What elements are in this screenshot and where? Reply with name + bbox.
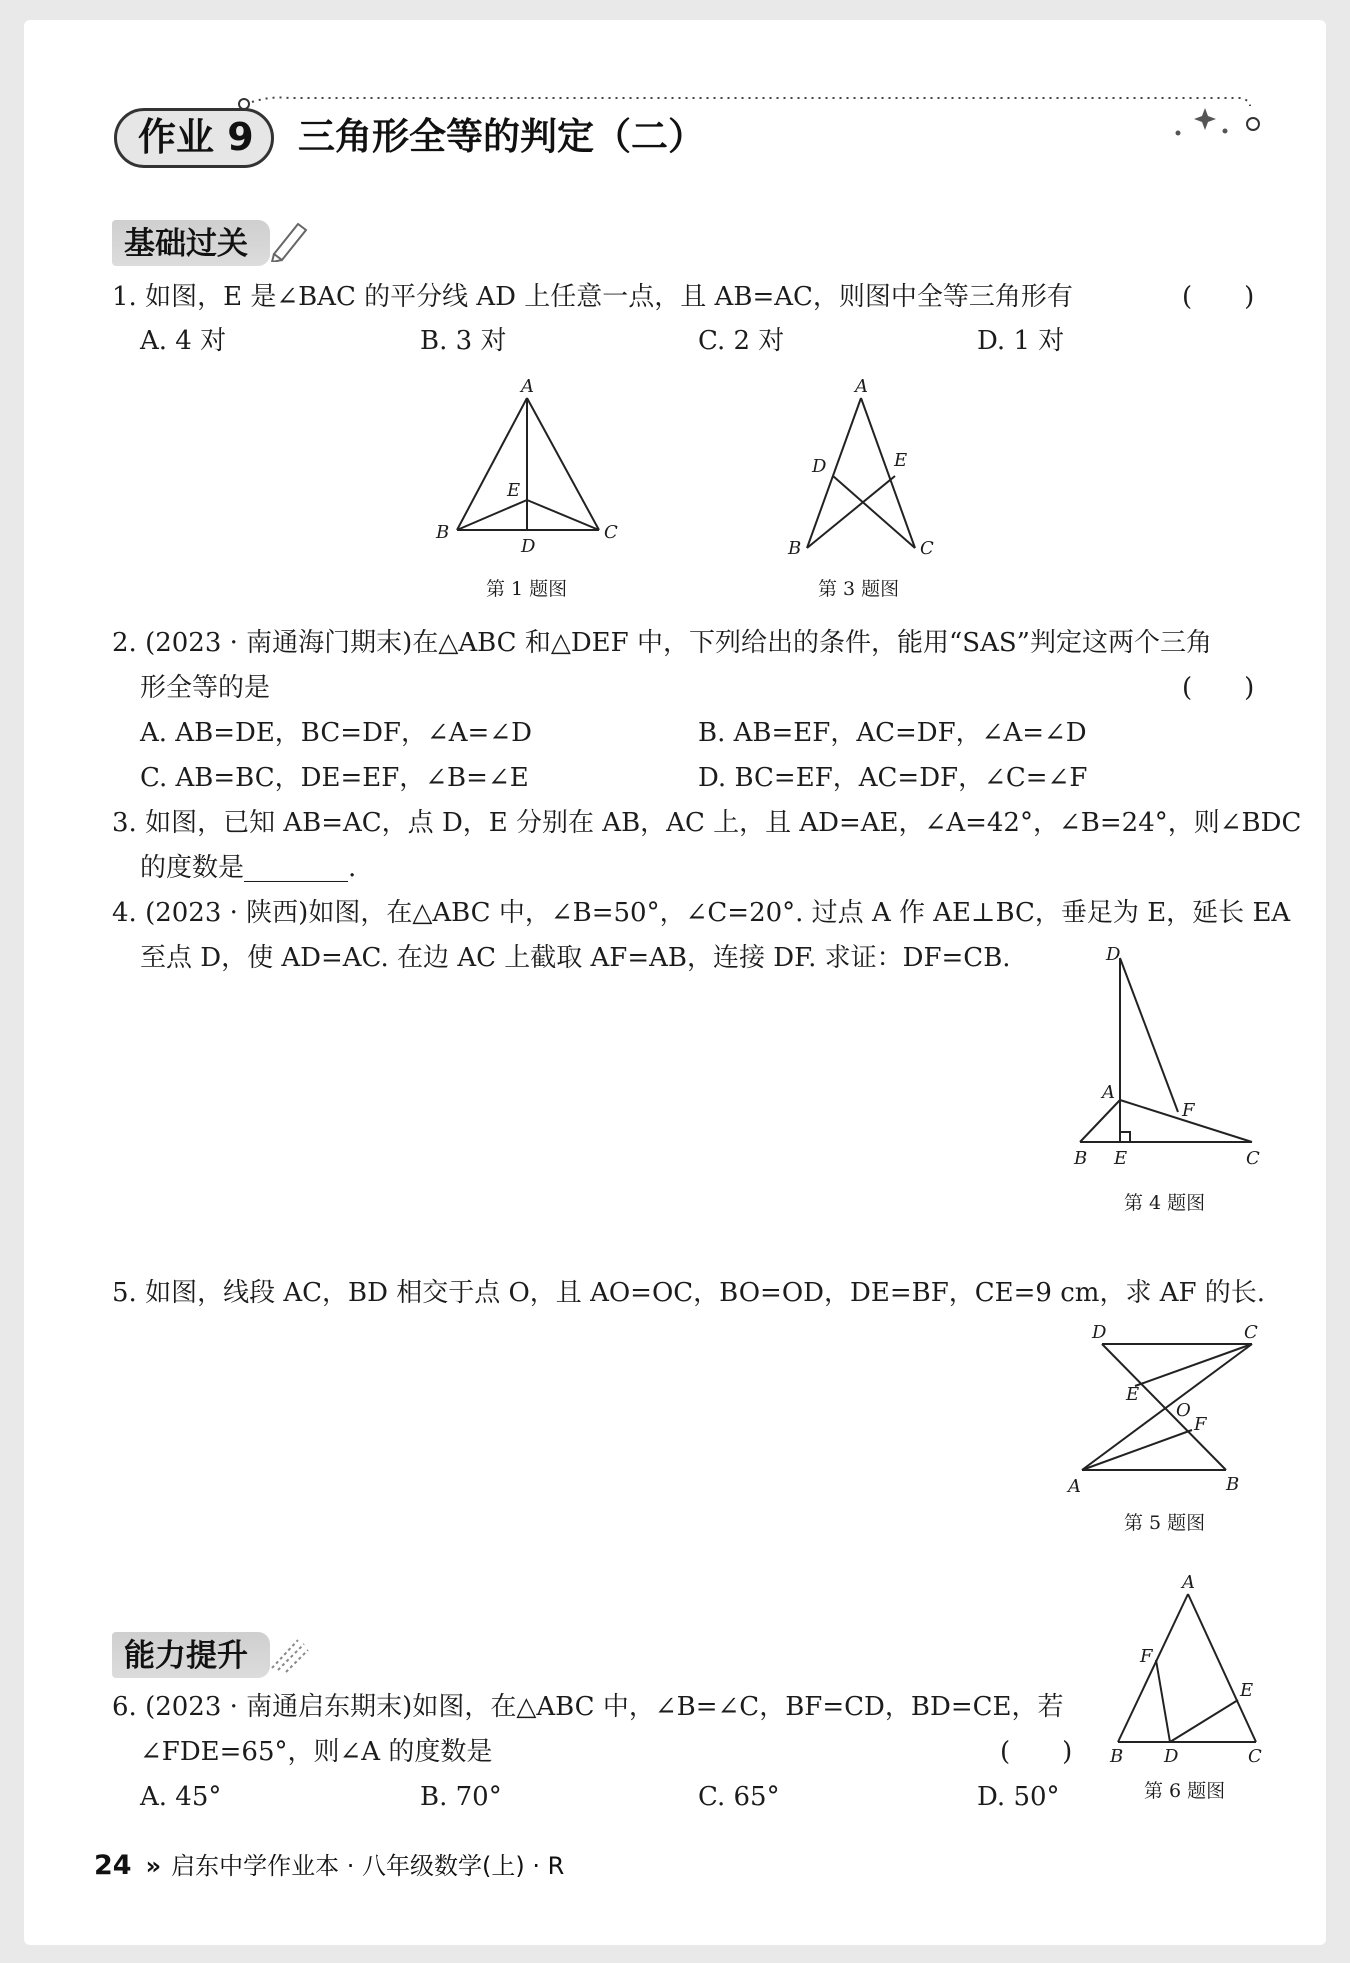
fig5-label-o: O: [1176, 1400, 1191, 1421]
q1-option-d: D. 1 对: [977, 326, 1065, 356]
q5-text: 5. 如图，线段 AC，BD 相交于点 O，且 AO=OC，BO=OD，DE=BF，CE=9 cm，求 AF 的长.: [112, 1278, 1266, 1308]
q6-line1: 6. (2023 · 南通启东期末)如图，在△ABC 中，∠B=∠C，BF=CD，BD=CE，若: [112, 1692, 1064, 1722]
fig4-caption: 第 4 题图: [1124, 1192, 1206, 1214]
fig5-label-d: D: [1092, 1322, 1107, 1343]
q6-answer-bracket: ( ): [1000, 1737, 1073, 1767]
q1-answer-bracket: ( ): [1182, 282, 1255, 312]
chevron-right-icon: »: [145, 1852, 162, 1880]
q6-line2: ∠FDE=65°，则∠A 的度数是: [140, 1737, 493, 1767]
fig6-label-c: C: [1248, 1746, 1262, 1767]
fig3-label-e: E: [894, 450, 908, 471]
fig4-label-e: E: [1114, 1148, 1128, 1169]
q1-option-a: A. 4 对: [140, 326, 227, 356]
figure-5: [1060, 1320, 1280, 1504]
q3-line2: 的度数是________.: [140, 853, 357, 883]
fig1-label-e: E: [507, 480, 521, 501]
pencil-icon: [268, 218, 312, 262]
fig4-label-d: D: [1106, 944, 1121, 965]
page-footer: [94, 1850, 564, 1882]
fig5-label-b: B: [1226, 1474, 1240, 1495]
page-title: 三角形全等的判定（二）: [298, 115, 705, 158]
fig3-label-d: D: [812, 456, 827, 477]
fig4-label-a: A: [1102, 1082, 1115, 1103]
q1-option-b: B. 3 对: [420, 326, 507, 356]
fig5-label-c: C: [1244, 1322, 1258, 1343]
fig3-label-c: C: [920, 538, 934, 559]
section-basic-label: 基础过关: [124, 226, 248, 262]
figure-4: [1060, 940, 1280, 1180]
fig6-label-d: D: [1164, 1746, 1179, 1767]
fig1-label-b: B: [436, 522, 450, 543]
q6-option-a: A. 45°: [140, 1782, 222, 1812]
q2-answer-bracket: ( ): [1182, 673, 1255, 703]
fig1-caption: 第 1 题图: [486, 578, 568, 600]
fig3-caption: 第 3 题图: [818, 578, 900, 600]
q2-option-c: C. AB=BC，DE=EF，∠B=∠E: [140, 763, 529, 793]
fig5-label-e: E: [1126, 1384, 1140, 1405]
page-number: 24: [94, 1850, 132, 1881]
fig4-label-b: B: [1074, 1148, 1088, 1169]
fig4-label-c: C: [1246, 1148, 1260, 1169]
fig5-label-f: F: [1194, 1414, 1207, 1435]
figure-6: [1100, 1572, 1280, 1772]
sparkle-icon: [268, 1630, 312, 1674]
fig6-label-a: A: [1182, 1572, 1195, 1593]
fig6-caption: 第 6 题图: [1144, 1780, 1226, 1802]
q6-option-d: D. 50°: [977, 1782, 1060, 1812]
fig4-label-f: F: [1182, 1100, 1195, 1121]
section-advanced-label: 能力提升: [124, 1638, 248, 1674]
q4-line1: 4. (2023 · 陕西)如图，在△ABC 中，∠B=50°，∠C=20°. 过点 A 作 AE⊥BC，垂足为 E，延长 EA: [112, 898, 1291, 928]
homework-number: 作业 9: [138, 115, 254, 159]
fig1-label-a: A: [521, 376, 534, 397]
q3-line1: 3. 如图，已知 AB=AC，点 D，E 分别在 AB，AC 上，且 AD=AE，∠A=42°，∠B=24°，则∠BDC: [112, 808, 1302, 838]
q4-line2: 至点 D，使 AD=AC. 在边 AC 上截取 AF=AB，连接 DF. 求证：DF=CB.: [140, 943, 1011, 973]
fig6-label-f: F: [1140, 1646, 1153, 1667]
fig1-label-c: C: [604, 522, 618, 543]
figure-1: [430, 376, 630, 566]
q2-option-a: A. AB=DE，BC=DF，∠A=∠D: [140, 718, 532, 748]
q2-option-b: B. AB=EF，AC=DF，∠A=∠D: [698, 718, 1087, 748]
q2-line1: 2. (2023 · 南通海门期末)在△ABC 和△DEF 中，下列给出的条件，能用“SAS”判定这两个三角: [112, 628, 1212, 658]
fig6-label-b: B: [1110, 1746, 1124, 1767]
q6-option-c: C. 65°: [698, 1782, 780, 1812]
q1-text: 1. 如图，E 是∠BAC 的平分线 AD 上任意一点，且 AB=AC，则图中全等三角形有: [112, 282, 1073, 312]
q2-line2: 形全等的是: [140, 673, 271, 703]
q6-option-b: B. 70°: [420, 1782, 502, 1812]
figure-3: [780, 376, 950, 566]
fig1-label-d: D: [521, 536, 536, 557]
fig3-label-a: A: [855, 376, 868, 397]
q1-option-c: C. 2 对: [698, 326, 785, 356]
fig3-label-b: B: [788, 538, 802, 559]
book-title: 启东中学作业本 · 八年级数学(上) · R: [171, 1852, 565, 1880]
fig5-label-a: A: [1068, 1476, 1081, 1497]
q2-option-d: D. BC=EF，AC=DF，∠C=∠F: [698, 763, 1088, 793]
fig5-caption: 第 5 题图: [1124, 1512, 1206, 1534]
fig6-label-e: E: [1240, 1680, 1254, 1701]
